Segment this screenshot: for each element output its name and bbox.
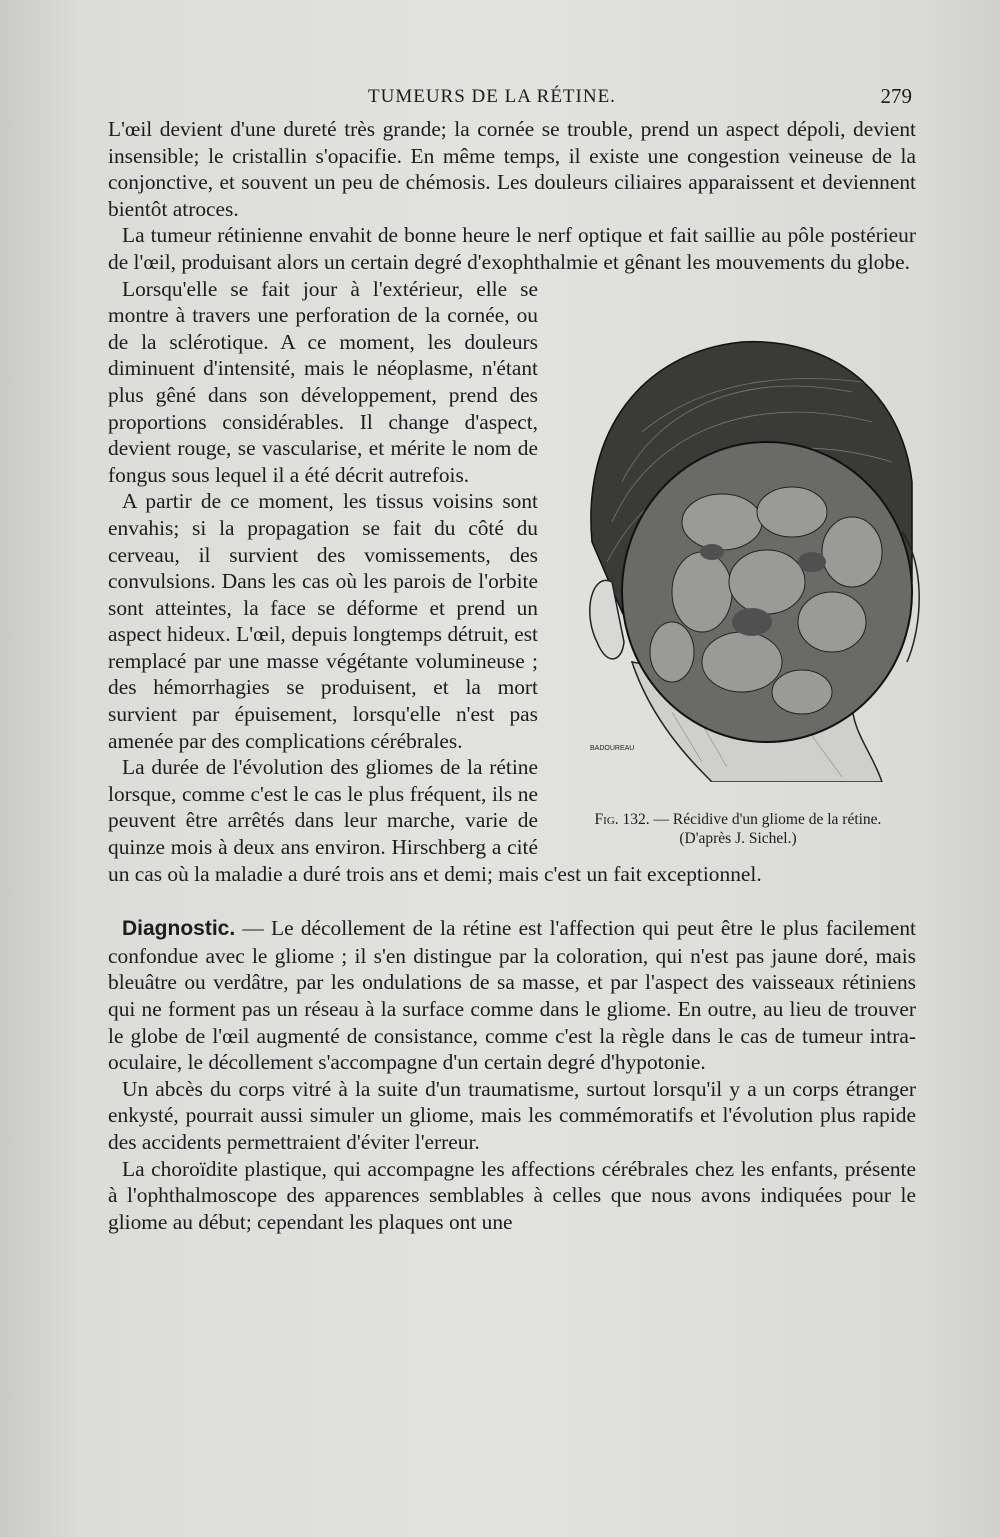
engraver-signature: BADOUREAU <box>590 744 635 752</box>
body-text <box>108 116 916 1235</box>
paragraph-7: Un abcès du corps vitré à la suite d'un traumatisme, surtout lorsqu'il y a un corps étranger enkysté, pourrait aussi simuler un gliome, mais les commémoratifs et l'évolution plus rapide des accidents permettraient d'éviter l'erreur. <box>108 1076 916 1154</box>
figure-illustration <box>552 282 924 782</box>
running-title: TUMEURS DE LA RÉTINE. <box>368 86 616 107</box>
section-heading-diagnostic: Diagnostic. <box>122 917 236 941</box>
paragraph-8: La choroïdite plastique, qui accompagne les affections cérébrales chez les enfants, présente à l'ophthalmoscope des apparences semblables à celles que nous avons indiquées pour le gliome au début; cependant les plaques ont une <box>108 1156 916 1234</box>
page-number: 279 <box>880 84 912 108</box>
figure-caption-text: — Récidive d'un gliome de la rétine. <box>649 810 882 828</box>
figure-source: (D'après J. Sichel.) <box>679 829 797 847</box>
paragraph-1: L'œil devient d'une dureté très grande; la cornée se trouble, prend un aspect dépoli, devient insensible; le cristallin s'opacifie. En même temps, il existe une congestion veineuse de la conjonctive, et souvent un peu de chémosis. Les douleurs ciliaires apparaissent et deviennent bientôt atroces. <box>108 117 916 221</box>
paragraph-5: La durée de l'évolution des gliomes de la rétine lorsque, comme c'est le cas le plus fréquent, ils ne peuvent être arrêtés dans leur marche, varie de quinze mois à deux ans environ. Hirschberg a cité un cas où la maladie a duré trois ans et demi; mais c'est un fait exceptionnel. <box>108 755 762 886</box>
paragraph-diagnostic <box>108 915 916 1076</box>
running-head <box>108 84 920 112</box>
figure-caption <box>552 810 924 848</box>
paragraph-4: A partir de ce moment, les tissus voisins sont envahis; si la propagation se fait du côté du cerveau, il survient des vomissements, des convulsions. Dans les cas où les parois de l'orbite sont atteintes, la face se déforme et prend un aspect hideux. L'œil, depuis longtemps détruit, est remplacé par une masse végétante volumineuse ; des hémorrhagies se produisent, et la mort survient par épuisement, lorsqu'elle n'est pas amenée par des complications cérébrales. <box>108 489 538 753</box>
diagnostic-text: — Le décollement de la rétine est l'affection qui peut être le plus facilement confondue avec le gliome ; il s'en distingue par la coloration, qui n'est pas jaune doré, mais bleuâtre ou verdâtre, par les ondulations de sa masse, et par l'aspect des vaisseaux rétiniens qui ne forment pas un réseau à la surface comme dans le gliome. En outre, au lieu de trouver le globe de l'œil augmenté de consistance, comme c'est la règle dans le cas de tumeur intra-oculaire, le décollement s'accompagne d'un certain degré d'hypotonie. <box>108 916 916 1075</box>
paragraph-2: La tumeur rétinienne envahit de bonne heure le nerf optique et fait saillie au pôle postérieur de l'œil, produisant alors un certain degré d'exophthalmie et gênant les mouvements du globe. <box>108 223 916 274</box>
paragraph-3: Lorsqu'elle se fait jour à l'extérieur, elle se montre à travers une perforation de la cornée, ou de la sclérotique. A ce moment, les douleurs diminuent d'intensité, mais le néoplasme, n'étant plus gêné dans son développement, prend des proportions considérables. Il change d'aspect, devient rouge, se vascularise, et mérite le nom de fongus sous lequel il a été décrit autrefois. <box>108 276 538 487</box>
figure-label: Fig. 132. <box>594 810 650 828</box>
figure-132 <box>552 282 924 847</box>
